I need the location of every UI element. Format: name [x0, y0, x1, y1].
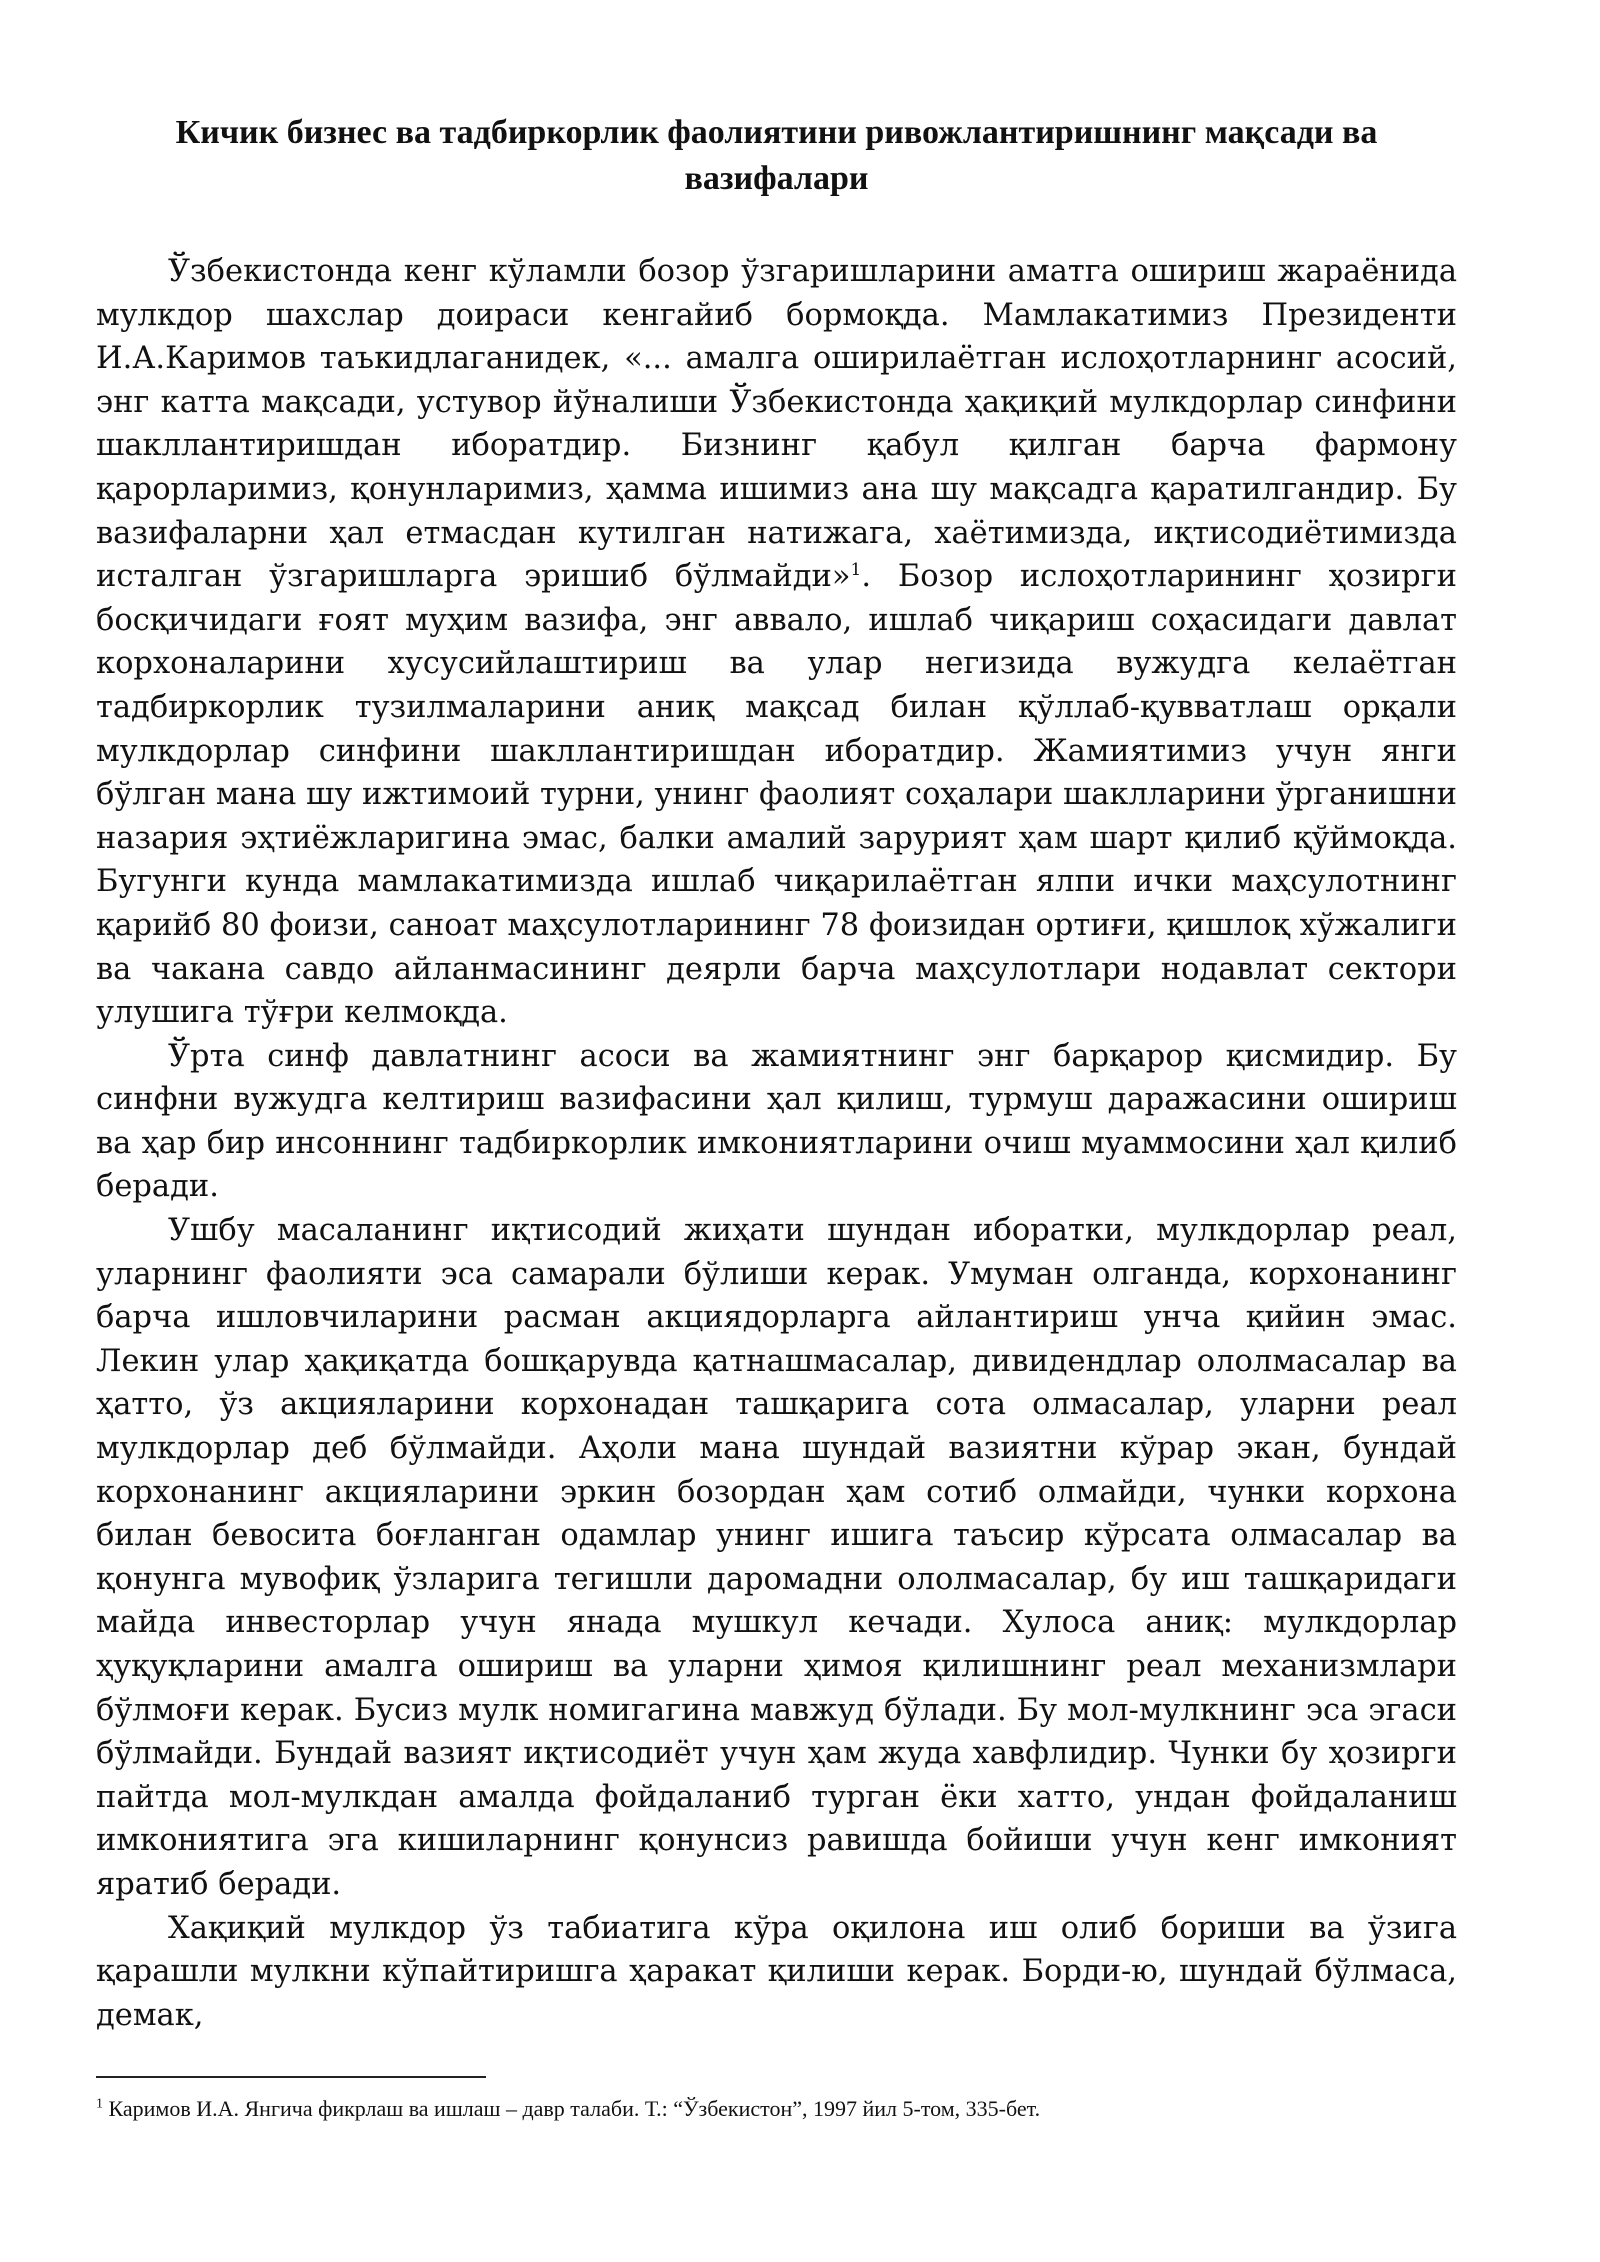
footnote-text: Каримов И.А. Янгича фикрлаш ва ишлаш – давр талаби. Т.: “Ўзбекистон”, 1997 йил 5-том, 335-бет.: [103, 2096, 1041, 2121]
footnote-mark: 1: [96, 2096, 103, 2112]
document-page: [96, 110, 1457, 2037]
title-line-1: Кичик бизнес ва тадбиркорлик фаолиятини ривожлантиришнинг мақсади ва: [175, 114, 1378, 151]
footnote-separator: [96, 2076, 486, 2078]
title-line-2: вазифалари: [684, 160, 869, 197]
document-title: [96, 110, 1457, 202]
paragraph-1: [96, 250, 1457, 1035]
footnote: [96, 2094, 1457, 2124]
footnote-reference[interactable]: 1: [850, 560, 862, 580]
paragraph-4: Хақиқий мулкдор ўз табиатига кўра оқилона иш олиб бориши ва ўзига қарашли мулкни кўпайтиришга ҳаракат қилиши керак. Борди-ю, шундай бўлмаса, демак,: [96, 1910, 1457, 2033]
paragraph-1-continuation: . Бозор ислоҳотларининг ҳозирги босқичидаги ғоят муҳим вазифа, энг аввало, ишлаб чиқариш соҳасидаги давлат корхоналарини хусусийлаштириш ва улар негизида вужудга келаётган тадбиркорлик тузилмаларини аниқ мақсад билан қўллаб-қувватлаш орқали мулкдорлар синфини шакллантиришдан иборатдир. Жамиятимиз учун янги бўлган мана шу ижтимоий турни, унинг фаолият соҳалари шаклларини ўрганишни назария эҳтиёжларигина эмас, балки амалий зарурият ҳам шарт қилиб қўймоқда. Бугунги кунда мамлакатимизда ишлаб чиқарилаётган ялпи ички маҳсулотнинг қарийб 80 фоизи, саноат маҳсулотларининг 78 фоизидан ортиғи, қишлоқ хўжалиги ва чакана савдо айланмасининг деярли барча маҳсулотлари нодавлат сектори улушига тўғри келмоқда.: [96, 559, 1457, 1031]
paragraph-1-text: Ўзбекистонда кенг кўламли бозор ўзгаришларини аматга ошириш жараёнида мулкдор шахслар доираси кенгайиб бормоқда. Мамлакатимиз Президенти И.А.Каримов таъкидлаганидек, «... амалга оширилаётган ислоҳотларнинг асосий, энг катта мақсади, устувор йўналиши Ўзбекистонда ҳақиқий мулкдорлар синфини шакллантиришдан иборатдир. Бизнинг қабул қилган барча фармону қарорларимиз, қонунларимиз, ҳамма ишимиз ана шу мақсадга қаратилгандир. Бу вазифаларни ҳал етмасдан кутилган натижага, хаётимизда, иқтисодиётимизда исталган ўзгаришларга эришиб бўлмайди»: [96, 254, 1457, 595]
paragraph-3: Ушбу масаланинг иқтисодий жиҳати шундан иборатки, мулкдорлар реал, уларнинг фаолияти эса самарали бўлиши керак. Умуман олганда, корхонанинг барча ишловчиларини расман акциядорларга айлантириш унча қийин эмас. Лекин улар ҳақиқатда бошқарувда қатнашмасалар, дивидендлар ололмасалар ва ҳатто, ўз акцияларини корхонадан ташқарига сота олмасалар, уларни реал мулкдорлар деб бўлмайди. Аҳоли мана шундай вазиятни кўрар экан, бундай корхонанинг акцияларини эркин бозордан ҳам сотиб олмайди, чунки корхона билан бевосита боғланган одамлар унинг ишига таъсир кўрсата олмасалар ва қонунга мувофиқ ўзларига тегишли даромадни ололмасалар, бу иш ташқаридаги майда инвесторлар учун янада мушкул кечади. Хулоса аниқ: мулкдорлар ҳуқуқларини амалга ошириш ва уларни ҳимоя қилишнинг реал механизмлари бўлмоғи керак. Бусиз мулк номигагина мавжуд бўлади. Бу мол-мулкнинг эса эгаси бўлмайди. Бундай вазият иқтисодиёт учун ҳам жуда хавфлидир. Чунки бу ҳозирги пайтда мол-мулкдан амалда фойдаланиб турган ёки хатто, ундан фойдаланиш имкониятига эга кишиларнинг қонунсиз равишда бойиши учун кенг имконият яратиб беради.: [96, 1213, 1457, 1902]
paragraph-2: Ўрта синф давлатнинг асоси ва жамиятнинг энг барқарор қисмидир. Бу синфни вужудга келтириш вазифасини ҳал қилиш, турмуш даражасини ошириш ва ҳар бир инсоннинг тадбиркорлик имкониятларини очиш муаммосини ҳал қилиб беради.: [96, 1038, 1457, 1205]
